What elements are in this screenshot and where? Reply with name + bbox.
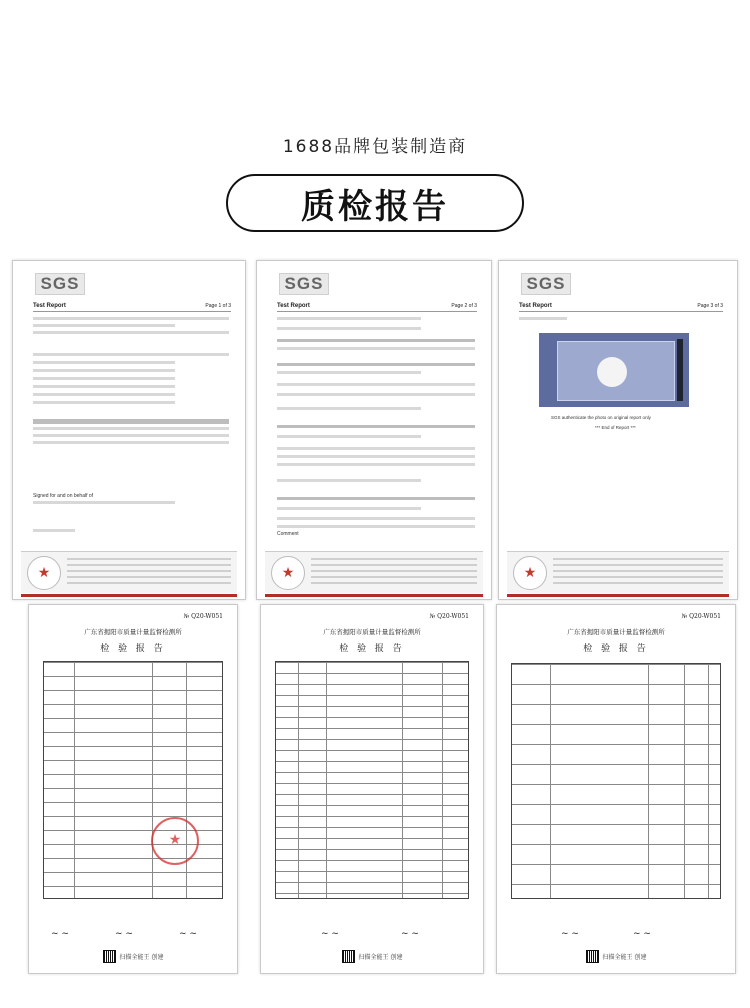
end-of-report: *** End of Report *** (595, 425, 636, 430)
sgs-logo: SGS (521, 273, 571, 295)
footer-stripe (21, 594, 237, 597)
results-table-header (33, 419, 229, 424)
report-title: 检 验 报 告 (100, 644, 166, 654)
results-row (33, 427, 229, 430)
photo-caption: SGS authenticate the photo on original report only (551, 415, 651, 420)
inspection-organization: 广东省揭阳市质量计量监督检测所 (567, 628, 665, 636)
signature: ~ ~ (179, 929, 197, 939)
text-line (33, 501, 175, 504)
document-number: № Q20-W051 (183, 613, 223, 620)
qr-code-icon (342, 950, 355, 963)
document-number: № Q20-W051 (429, 613, 469, 620)
comment-label: Comment (277, 531, 299, 537)
footer-stripe (265, 594, 483, 597)
report-title: 检 验 报 告 (339, 644, 405, 654)
report-header (519, 303, 723, 312)
signature (33, 529, 75, 532)
sample-strip (677, 339, 683, 401)
results-row (33, 434, 229, 437)
text-line (33, 317, 229, 320)
cnas-badge-icon (27, 556, 61, 590)
page-number: Page 3 of 3 (697, 303, 723, 309)
text-line (33, 369, 175, 372)
qr-code-icon (586, 950, 599, 963)
signature: ~ ~ (115, 929, 133, 939)
results-row (33, 441, 229, 444)
sgs-logo: SGS (35, 273, 85, 295)
sample-photo (539, 333, 689, 407)
title-banner (226, 174, 524, 232)
inspection-organization: 广东省揭阳市质量计量监督检测所 (84, 628, 182, 636)
report-header (33, 303, 231, 312)
report-header (277, 303, 477, 312)
report-title: Test Report (33, 303, 66, 309)
page-number: Page 1 of 3 (205, 303, 231, 309)
cnas-badge-icon (271, 556, 305, 590)
report-footer (507, 551, 729, 593)
report-table (511, 663, 721, 899)
cnas-badge-icon (513, 556, 547, 590)
signature: ~ ~ (633, 929, 651, 939)
text-line (33, 324, 175, 327)
report-title: 检 验 报 告 (583, 644, 649, 654)
sgs-report-page-3[interactable] (498, 260, 738, 600)
page-number: Page 2 of 3 (451, 303, 477, 309)
scanner-watermark (261, 950, 483, 963)
scanner-watermark (497, 950, 735, 963)
sgs-report-page-1[interactable] (12, 260, 246, 600)
inspection-report-page-1[interactable] (28, 604, 238, 974)
sgs-logo: SGS (279, 273, 329, 295)
document-number: № Q20-W051 (681, 613, 721, 620)
text-line (33, 353, 229, 356)
signature: ~ ~ (321, 929, 339, 939)
signature: ~ ~ (51, 929, 69, 939)
page-title: 质检报告 (301, 186, 449, 227)
text-line (33, 393, 175, 396)
sample-circle (597, 357, 627, 387)
text-line (33, 377, 175, 380)
scanner-watermark (29, 950, 237, 963)
scanner-label: 扫描全能王 创建 (602, 954, 647, 961)
text-line (33, 385, 175, 388)
signature-label: Signed for and on behalf of (33, 493, 94, 499)
scanner-label: 扫描全能王 创建 (119, 954, 164, 961)
signature: ~ ~ (561, 929, 579, 939)
text-line (33, 361, 175, 364)
report-title: Test Report (277, 303, 310, 309)
qr-code-icon (103, 950, 116, 963)
page-subtitle: 1688品牌包装制造商 (282, 137, 468, 157)
inspection-report-page-2[interactable] (260, 604, 484, 974)
sgs-report-page-2[interactable] (256, 260, 492, 600)
official-seal-icon (151, 817, 199, 865)
report-footer (265, 551, 483, 593)
footer-stripe (507, 594, 729, 597)
inspection-report-page-3[interactable] (496, 604, 736, 974)
report-table (275, 661, 469, 899)
signature: ~ ~ (401, 929, 419, 939)
text-line (33, 401, 175, 404)
report-title: Test Report (519, 303, 552, 309)
scanner-label: 扫描全能王 创建 (358, 954, 403, 961)
report-footer (21, 551, 237, 593)
report-table (43, 661, 223, 899)
inspection-organization: 广东省揭阳市质量计量监督检测所 (323, 628, 421, 636)
text-line (33, 331, 229, 334)
